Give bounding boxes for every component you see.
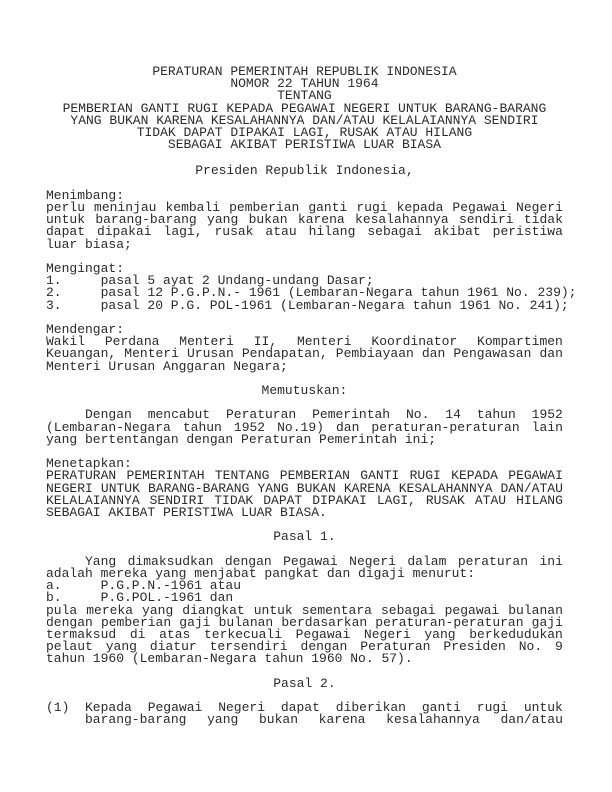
salutation: Presiden Republik Indonesia, [195,163,414,179]
memutuskan-heading: Memutuskan: [261,383,348,399]
title-line: TENTANG [277,88,332,104]
section-label: Menetapkan: [46,456,132,472]
list-item-number: 1. [46,273,62,289]
title-line: YANG BUKAN KARENA KESALAHANNYA DAN/ATAU KELALAIANNYA SENDIRI [70,112,539,128]
article-heading-pasal-2: Pasal 2. [273,675,336,691]
list-item-number: 2. [46,285,62,301]
list-item-text: P.G.POL.-1961 dan [100,590,234,606]
title-line: TIDAK DAPAT DIPAKAI LAGI, RUSAK ATAU HILANG [136,125,473,141]
section-menimbang [46,187,563,252]
section-mendengar [46,324,563,373]
section-mengingat [46,261,577,313]
list-item-number: (1) [46,700,70,716]
paragraph: PERATURAN PEMERINTAH TENTANG PEMBERIAN GANTI RUGI KEPADA PEGAWAI NEGERI UNTUK BARANG-BARANG YANG BUKAN KARENA KESALAHANNYA DAN/ATAU KELALAIANNYA SENDIRI TIDAK DAPAT DIPAKAI LAGI, RUSAK ATAU HILANG SEBAGAI AKIBAT PERISTIWA LUAR BIASA. [46,468,563,521]
list-item-text: pasal 12 P.G.P.N.- 1961 (Lembaran-Negara tahun 1961 No. 239); [100,285,577,301]
title-line: PERATURAN PEMERINTAH REPUBLIK INDONESIA [152,64,457,79]
list-item-text: Kepada Pegawai Negeri dapat diberikan ganti rugi untuk barang-barang yang bukan karena kesalahannya dan/atau [85,700,563,728]
section-menetapkan [46,458,563,519]
article-pasal-2 [46,702,563,726]
section-label: Menimbang: [46,187,125,203]
document-title [46,66,563,151]
list-item-text: pasal 20 P.G. POL-1961 (Lembaran-Negara tahun 1961 No. 241); [100,297,569,313]
title-line: SEBAGAI AKIBAT PERISTIWA LUAR BIASA [167,137,441,153]
paragraph: perlu meninjau kembali pemberian ganti rugi kepada Pegawai Negeri untuk barang-barang yang bukan karena kesalahannya sendiri tidak dapat dipakai lagi, rusak atau hilang sebagai akibat peristiwa luar biasa; [46,200,563,252]
paragraph: Yang dimaksudkan dengan Pegawai Negeri dalam peraturan ini adalah mereka yang menjabat pangkat dan digaji menurut: [46,553,563,581]
list-item-text: P.G.P.N.-1961 atau [100,578,242,594]
list-item-number: a. [46,578,62,594]
article-pasal-1 [46,553,563,667]
list-item [46,297,569,313]
list-item-number: b. [46,590,62,606]
section-label: Mengingat: [46,261,125,277]
paragraph: Dengan mencabut Peraturan Pemerintah No. 14 tahun 1952 (Lembaran-Negara tahun 1952 No.19) dan peraturan-peraturan lain yang bertentangan dengan Peraturan Pemerintah ini; [46,407,563,447]
section-label: Mendengar: [46,322,125,338]
paragraph: pula mereka yang diangkat untuk sementara sebagai pegawai bulanan dengan pemberian gaji bulanan berdasarkan peraturan-peraturan gaji termaksud di atas terkecuali Pegawai Negeri yang berkedudukan pelaut yang diatur tersendiri dengan Peraturan Presiden No. 9 tahun 1960 (Lembaran-Negara tahun 1960 No. 57). [46,602,563,667]
title-line: PEMBERIAN GANTI RUGI KEPADA PEGAWAI NEGERI UNTUK BARANG-BARANG [62,100,547,116]
list-item-text: pasal 5 ayat 2 Undang-undang Dasar; [100,273,374,289]
list-item [46,702,563,726]
article-heading-pasal-1: Pasal 1. [273,529,336,545]
paragraph: Wakil Perdana Menteri II, Menteri Koordinator Kompartimen Keuangan, Menteri Urusan Pendapatan, Pembiayaan dan Pengawasan dan Menteri Urusan Anggaran Negara; [46,334,563,374]
list-item-number: 3. [46,297,62,313]
title-line: NOMOR 22 TAHUN 1964 [230,76,379,92]
